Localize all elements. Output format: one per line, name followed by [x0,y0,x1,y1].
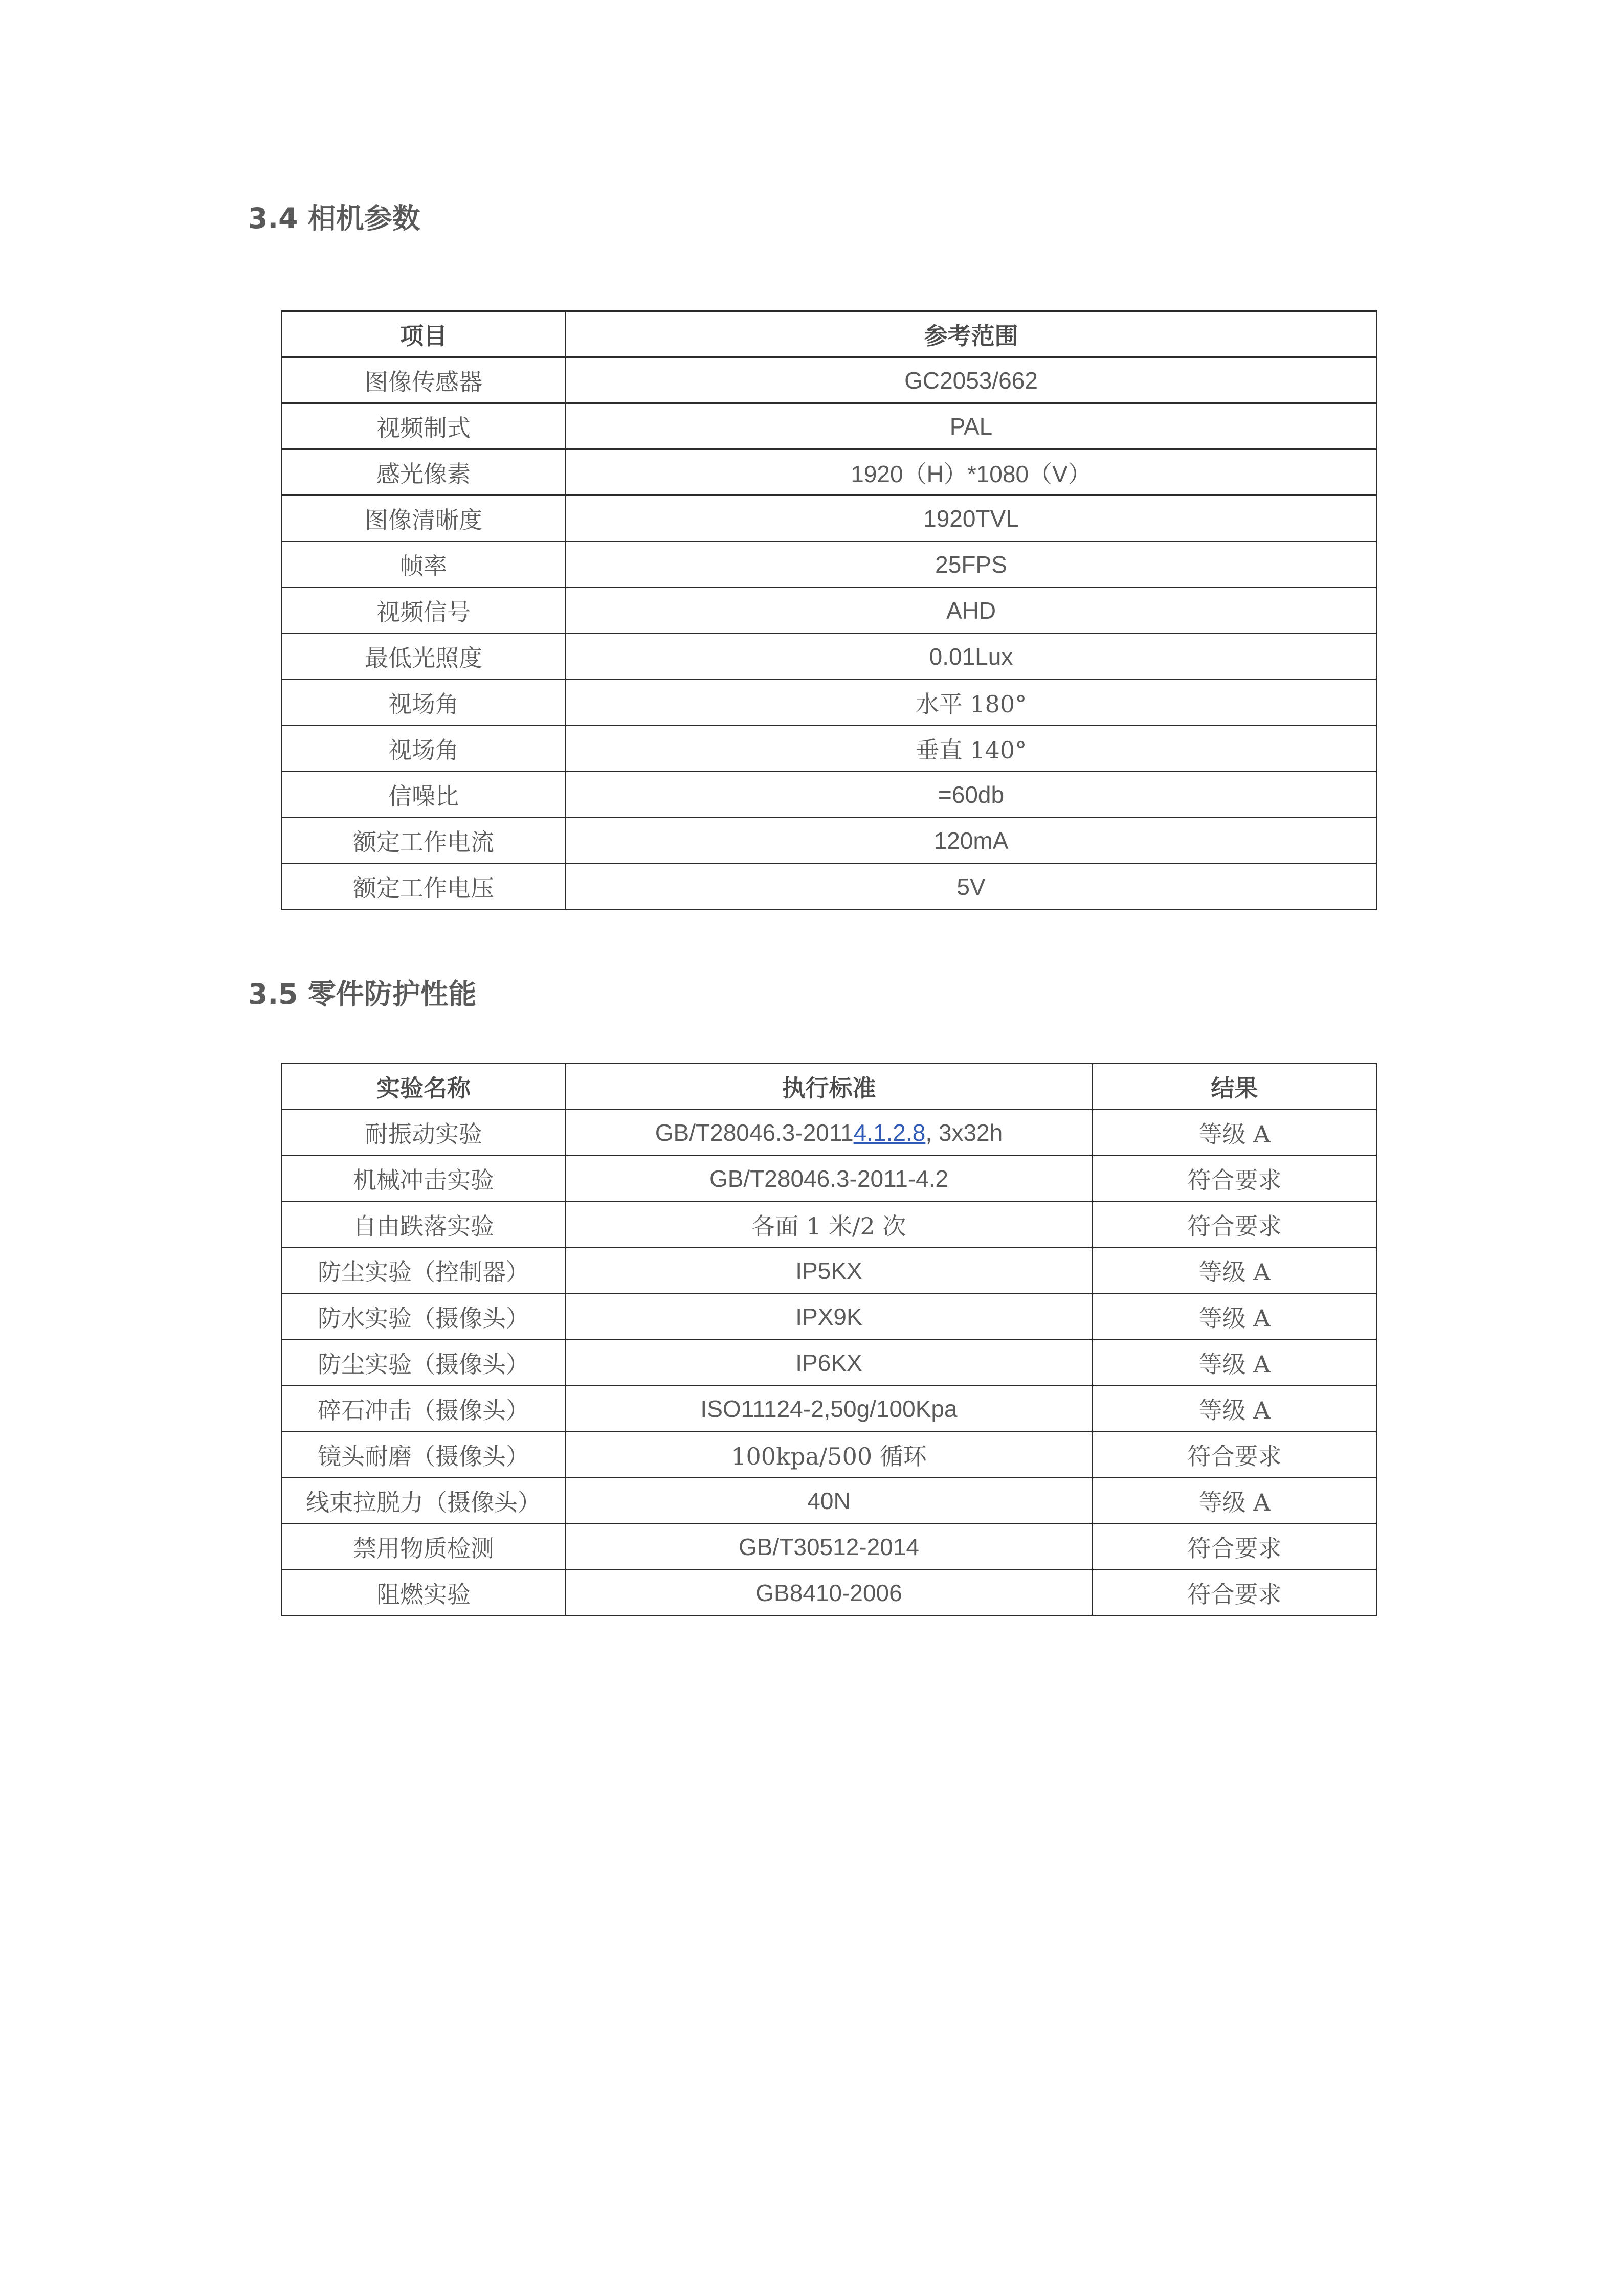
standard-cell: ISO11124-2,50g/100Kpa [566,1386,1093,1432]
parameter-value-cell: 1920（H）*1080（V） [566,449,1377,496]
test-name-cell: 镜头耐磨（摄像头） [282,1432,566,1478]
standard-cell: 40N [566,1478,1093,1524]
result-cell: 等级 A [1093,1294,1377,1340]
table-row [282,1570,1377,1616]
result-cell: 符合要求 [1093,1570,1377,1616]
table-row [282,1294,1377,1340]
column-header-standard: 执行标准 [566,1064,1093,1110]
result-cell: 符合要求 [1093,1156,1377,1202]
test-name-cell: 防水实验（摄像头） [282,1294,566,1340]
parameter-name-cell: 额定工作电流 [282,818,566,864]
parameter-name-cell: 视频制式 [282,403,566,449]
standard-cell: GB8410-2006 [566,1570,1093,1616]
parameter-value-cell: GC2053/662 [566,357,1377,403]
test-name-cell: 禁用物质检测 [282,1524,566,1570]
parameter-name-cell: 图像传感器 [282,357,566,403]
clause-reference-link[interactable]: 4.1.2.8 [853,1119,926,1146]
test-name-cell: 防尘实验（摄像头） [282,1340,566,1386]
standard-cell: GB/T28046.3-2011-4.2 [566,1156,1093,1202]
table-row [282,1478,1377,1524]
table-row [282,542,1377,588]
table-header-row [282,311,1377,357]
parameter-value-cell: AHD [566,588,1377,634]
table-row [282,1248,1377,1294]
table-row [282,1524,1377,1570]
test-name-cell: 耐振动实验 [282,1110,566,1156]
standard-cell: IP5KX [566,1248,1093,1294]
result-cell: 等级 A [1093,1386,1377,1432]
table-row [282,449,1377,496]
table-row [282,634,1377,680]
test-name-cell: 碎石冲击（摄像头） [282,1386,566,1432]
camera-parameters-table [281,310,1377,910]
parameter-value-cell: 5V [566,864,1377,910]
test-name-cell: 线束拉脱力（摄像头） [282,1478,566,1524]
result-cell: 符合要求 [1093,1202,1377,1248]
parameter-value-cell: =60db [566,772,1377,818]
test-name-cell: 防尘实验（控制器） [282,1248,566,1294]
standard-cell: IP6KX [566,1340,1093,1386]
parameter-name-cell: 最低光照度 [282,634,566,680]
table-row [282,588,1377,634]
column-header-test-name: 实验名称 [282,1064,566,1110]
standard-cell [566,1110,1093,1156]
table-row [282,403,1377,449]
parameter-name-cell: 图像清晰度 [282,496,566,542]
standard-suffix: , 3x32h [925,1119,1003,1146]
table-row [282,818,1377,864]
section-title-camera-parameters: 3.4 相机参数 [248,202,420,235]
column-header-result: 结果 [1093,1064,1377,1110]
result-cell: 符合要求 [1093,1432,1377,1478]
standard-prefix: GB/T28046.3-2011 [655,1119,854,1146]
parameter-name-cell: 视频信号 [282,588,566,634]
table-row [282,864,1377,910]
table-row [282,1110,1377,1156]
result-cell: 等级 A [1093,1340,1377,1386]
result-cell: 等级 A [1093,1110,1377,1156]
parameter-name-cell: 信噪比 [282,772,566,818]
result-cell: 符合要求 [1093,1524,1377,1570]
parameter-value-cell: PAL [566,403,1377,449]
parameter-value-cell: 1920TVL [566,496,1377,542]
table-row [282,1202,1377,1248]
test-name-cell: 机械冲击实验 [282,1156,566,1202]
table-row [282,357,1377,403]
table-row [282,772,1377,818]
column-header-reference-range: 参考范围 [566,311,1377,357]
standard-cell: 100kpa/500 循环 [566,1432,1093,1478]
protection-performance-table [281,1063,1377,1616]
table-row [282,1156,1377,1202]
table-row [282,1340,1377,1386]
column-header-item: 项目 [282,311,566,357]
parameter-value-cell: 120mA [566,818,1377,864]
table-row [282,680,1377,726]
parameter-value-cell: 垂直 140° [566,726,1377,772]
test-name-cell: 阻燃实验 [282,1570,566,1616]
parameter-name-cell: 视场角 [282,726,566,772]
table-row [282,1432,1377,1478]
standard-cell: GB/T30512-2014 [566,1524,1093,1570]
test-name-cell: 自由跌落实验 [282,1202,566,1248]
parameter-value-cell: 水平 180° [566,680,1377,726]
parameter-value-cell: 0.01Lux [566,634,1377,680]
result-cell: 等级 A [1093,1478,1377,1524]
table-row [282,1386,1377,1432]
table-row [282,496,1377,542]
parameter-name-cell: 帧率 [282,542,566,588]
parameter-name-cell: 视场角 [282,680,566,726]
standard-cell: IPX9K [566,1294,1093,1340]
parameter-name-cell: 额定工作电压 [282,864,566,910]
result-cell: 等级 A [1093,1248,1377,1294]
parameter-name-cell: 感光像素 [282,449,566,496]
section-title-part-protection: 3.5 零件防护性能 [248,978,477,1010]
standard-cell: 各面 1 米/2 次 [566,1202,1093,1248]
table-row [282,726,1377,772]
parameter-value-cell: 25FPS [566,542,1377,588]
table-header-row [282,1064,1377,1110]
